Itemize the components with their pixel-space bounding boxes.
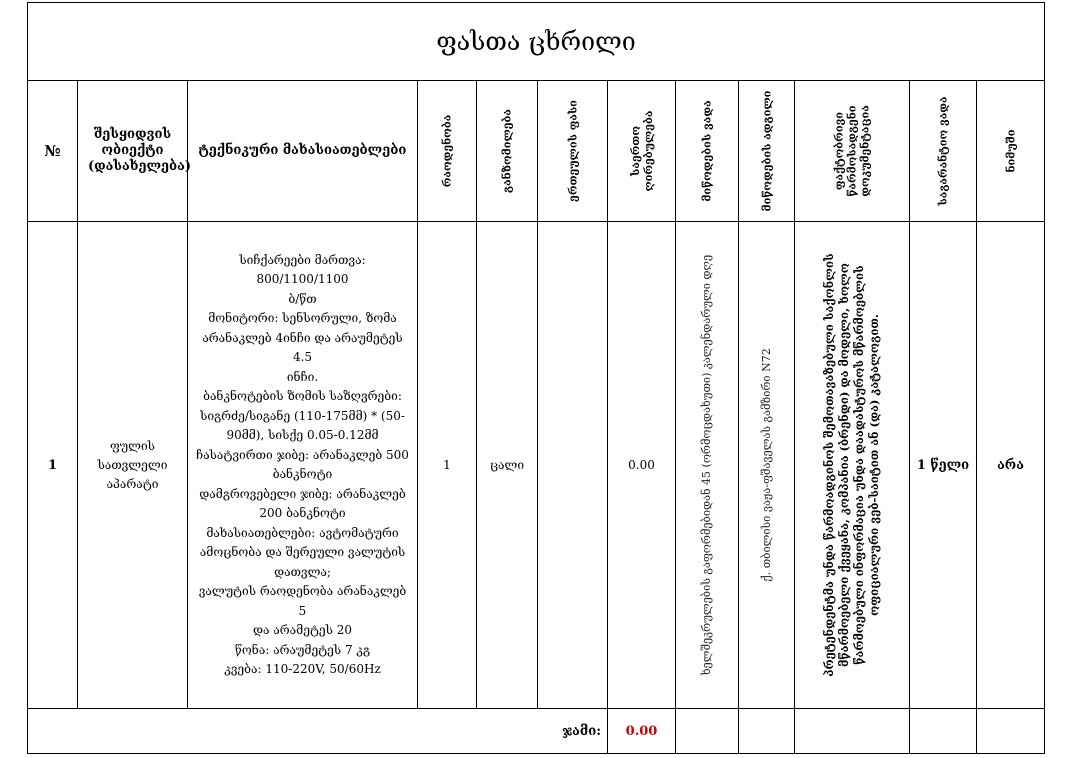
spec-line: სიგრძე/სიგანე (110-175მმ) * (50- (200, 408, 405, 423)
spec-line: არანაკლებ 4ინჩი და არაუმეტეს 4.5 (202, 330, 403, 364)
page-title: ფასთა ცხრილი (28, 3, 1045, 81)
spec-line: 200 ბანკნოტი (259, 506, 346, 520)
spec-line: ბანკნოტი (272, 467, 333, 481)
spec-line: და არამეტეს 20 (253, 623, 352, 637)
header-unit-price: ერთეულის ფასი (538, 81, 608, 222)
price-table (27, 2, 1045, 754)
row-num: 1 (28, 222, 78, 709)
document-requirement-line: ოფიციალური ვებ-საიტით ან (და) კატალოგით. (867, 314, 881, 616)
spec-line: ჩასატვირთი ჯიბე: არანაკლებ 500 (196, 447, 409, 462)
document-requirement-line: პრეტენდენტმა უნდა წარმოადგინოს შემოთავაზებული საქონლის (822, 253, 836, 677)
spec-line: სიჩქარეები მართვა: 800/1100/1100 (239, 252, 366, 286)
document-requirement-line: მწარმოებელი ქვეყანა, კომპანია (ბრენდი) და მოდელი, ხოლო (837, 263, 851, 667)
spec-line: ამოცნობა და შერეული ვალუტის (199, 545, 406, 559)
spec-line: ვალუტის რაოდენობა არანაკლებ 5 (198, 584, 407, 618)
row-object: ფულის სათვლელი აპარატი (78, 222, 188, 709)
spec-line: დათვლა; (274, 564, 331, 579)
spec-line: ინჩი. (286, 369, 319, 384)
document-requirement-line: წარმოებული ინფორმაცია უნდა დაადასტუროს მწარმოებლის (852, 265, 866, 665)
spec-line: წონა: არაუმეტეს 7 კგ (234, 642, 371, 657)
row-documents (795, 222, 910, 709)
total-value: 0.00 (608, 709, 676, 754)
header-quantity: რაოდენობა (418, 81, 477, 222)
header-object: შესყიდვის ობიექტი (დასახელება) (78, 81, 188, 222)
row-unit-price (538, 222, 608, 709)
total-row (28, 709, 1045, 754)
header-num: № (28, 81, 78, 222)
total-empty-cell (977, 709, 1045, 754)
spec-line: ბანკნოტების ზომის საზღვრები: (203, 389, 402, 403)
header-row (28, 81, 1045, 222)
spec-line: კვება: 110-220V, 50/60Hz (224, 662, 381, 676)
header-sample: ნიმუში (977, 81, 1045, 222)
spec-line: ბ/წთ (288, 291, 317, 306)
row-delivery-place: ქ. თბილისი ვაჟა-ფშაველას გამზირი N72 (739, 222, 795, 709)
spec-line: მონიტორი: სენსორული, ზომა (208, 311, 397, 325)
row-delivery-time: ხელშეკრულების გაფორმებიდან 45 (ორმოცდახუთი) კალენდარული დღე (676, 222, 739, 709)
spec-line: დამგროვებელი ჯიბე: არანაკლებ (199, 486, 406, 501)
total-empty-cell (676, 709, 739, 754)
total-empty-cell (910, 709, 977, 754)
row-total-price: 0.00 (608, 222, 676, 709)
row-unit: ცალი (477, 222, 538, 709)
total-empty-cell (795, 709, 910, 754)
header-total-price: საერთო ღირებულება (608, 81, 676, 222)
row-sample: არა (977, 222, 1045, 709)
row-warranty: 1 წელი (910, 222, 977, 709)
table-row (28, 222, 1045, 709)
total-empty-cell (739, 709, 795, 754)
header-delivery-time: მიწოდების ვადა (676, 81, 739, 222)
header-unit: განზომილება (477, 81, 538, 222)
row-quantity: 1 (418, 222, 477, 709)
header-warranty: საგარანტიო ვადა (910, 81, 977, 222)
row-specs (188, 222, 418, 709)
header-delivery-place: მიწოდების ადგილი (739, 81, 795, 222)
total-label: ჯამი: (28, 709, 608, 754)
header-specs: ტექნიკური მახასიათებლები (188, 81, 418, 222)
header-documents: ფაქტობრივი წარმოსადგენი დოკუმენტაცია (795, 81, 910, 222)
spec-line: მახასიათებლები: ავტომატური (206, 525, 399, 540)
spec-line: 90მმ), სისქე 0.05-0.12მმ (226, 428, 379, 442)
